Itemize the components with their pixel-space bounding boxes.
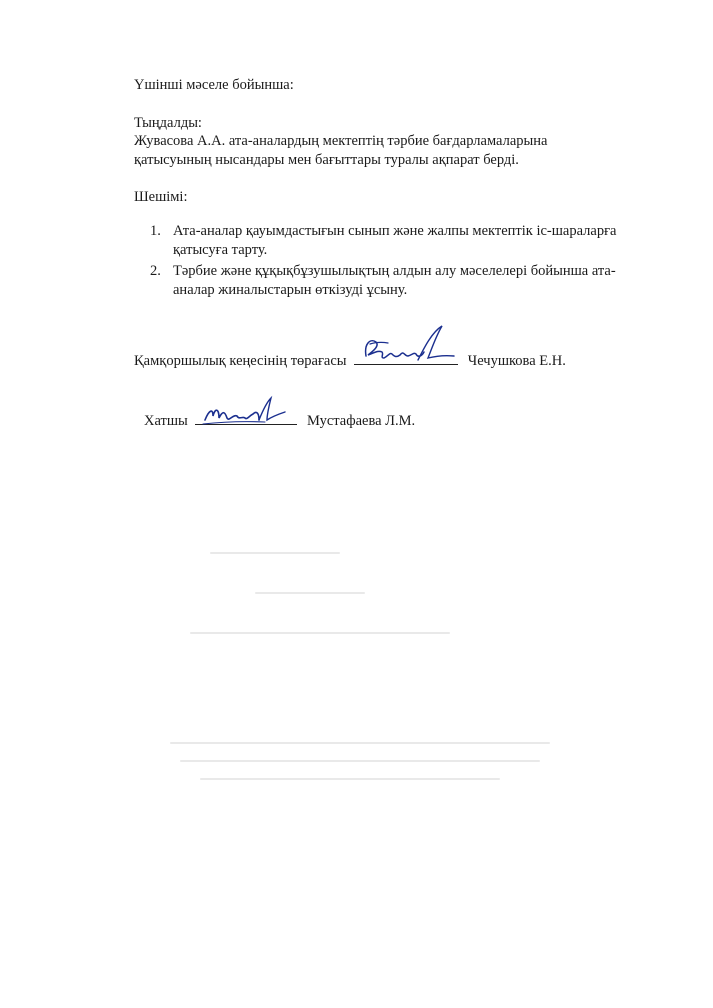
heard-label: Тыңдалды: xyxy=(134,115,202,131)
secretary-name: Мустафаева Л.М. xyxy=(307,413,416,429)
bleed-through-mark xyxy=(200,778,500,780)
secretary-title: Хатшы xyxy=(144,413,188,429)
heard-text-line-2: қатысуының нысандары мен бағыттары туралы ақпарат берді. xyxy=(134,152,519,168)
secretary-handwritten-signature xyxy=(201,396,291,432)
decision-item-1 xyxy=(150,222,690,260)
decision-item-1-line-2: қатысуға тарту. xyxy=(173,242,268,258)
section-heading: Үшінші мәселе бойынша: xyxy=(134,77,294,93)
decision-item-2-line-2: аналар жиналыстарын өткізуді ұсыну. xyxy=(173,282,408,298)
decision-item-2-number: 2. xyxy=(150,263,161,279)
bleed-through-mark xyxy=(255,592,365,594)
decision-label: Шешімі: xyxy=(134,189,188,205)
secretary-signature-line xyxy=(195,410,297,425)
bleed-through-mark xyxy=(180,760,540,762)
decision-item-1-line-1: Ата-аналар қауымдастығын сынып және жалпы мектептік іс-шараларға xyxy=(173,223,617,239)
chair-signature-row xyxy=(134,350,566,370)
bleed-through-mark xyxy=(190,632,450,634)
chair-handwritten-signature xyxy=(358,322,468,372)
secretary-signature-row xyxy=(144,410,415,430)
chair-name: Чечушкова Е.Н. xyxy=(467,353,566,369)
bleed-through-mark xyxy=(210,552,340,554)
heard-text-line-1: Жувасова А.А. ата-аналардың мектептің тәрбие бағдарламаларына xyxy=(134,133,548,149)
decision-item-2-line-1: Тәрбие және құқықбұзушылықтың алдын алу мәселелері бойынша ата- xyxy=(173,263,616,279)
chair-signature-line xyxy=(354,350,458,365)
decision-item-2 xyxy=(150,262,690,300)
decision-item-1-number: 1. xyxy=(150,223,161,239)
chair-title: Қамқоршылық кеңесінің төрағасы xyxy=(134,353,347,369)
bleed-through-mark xyxy=(170,742,550,744)
